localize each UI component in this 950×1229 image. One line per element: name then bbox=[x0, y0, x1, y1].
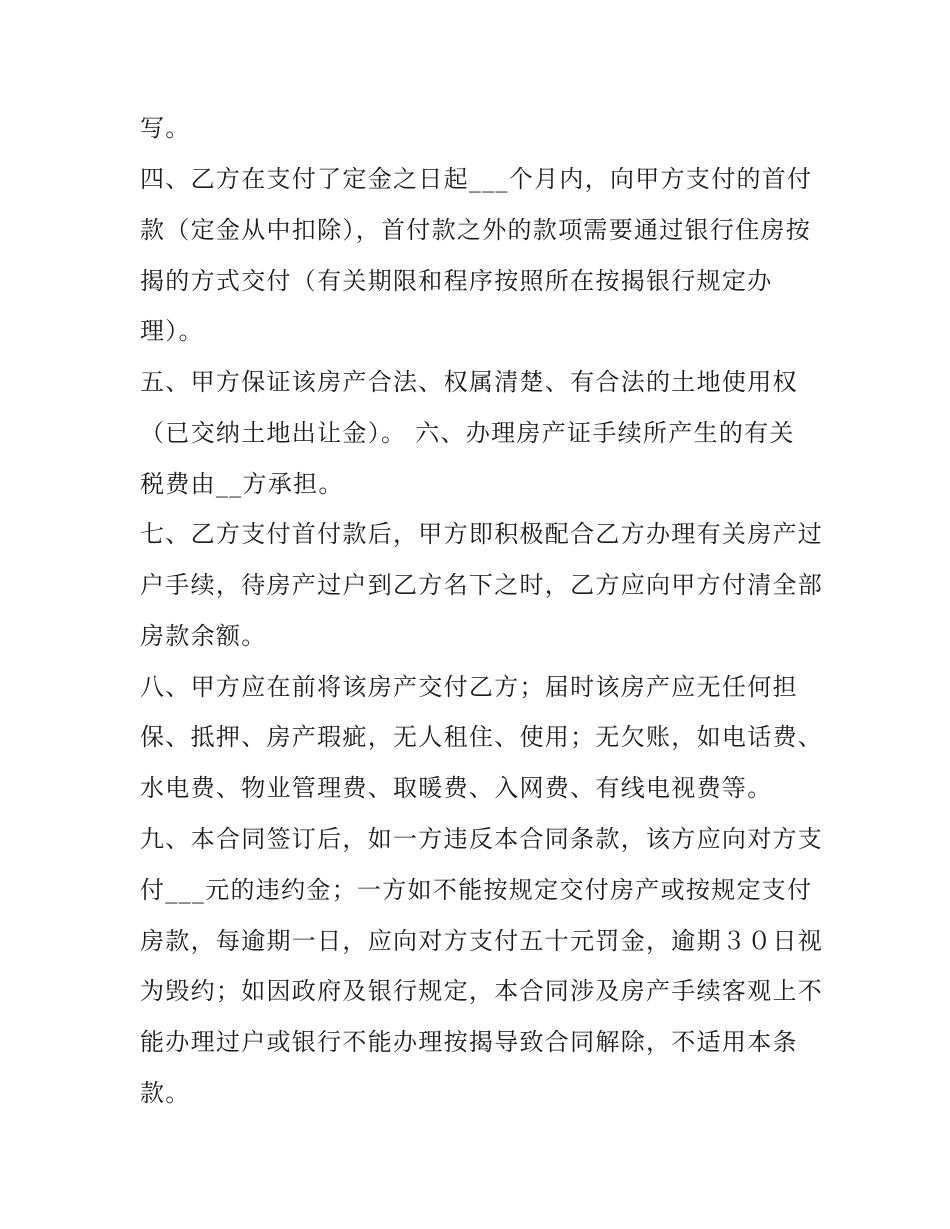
text-line: （已交纳土地出让金）。 六、办理房产证手续所产生的有关 bbox=[140, 419, 795, 447]
text-line: 税费由__方承担。 bbox=[140, 470, 344, 498]
text-line: 能办理过户或银行不能办理按揭导致合同解除，不适用本条 bbox=[140, 1028, 798, 1056]
text-line: 水电费、物业管理费、取暖费、入网费、有线电视费等。 bbox=[140, 774, 773, 802]
text-line: 付___元的违约金；一方如不能按规定交付房产或按规定支付 bbox=[140, 876, 813, 904]
text-line: 房款余额。 bbox=[140, 622, 267, 650]
text-line: 七、乙方支付首付款后，甲方即积极配合乙方办理有关房产过 bbox=[140, 520, 824, 548]
text-line: 揭的方式交付（有关期限和程序按照所在按揭银行规定办 bbox=[140, 267, 773, 295]
text-line: 九、本合同签订后，如一方违反本合同条款，该方应向对方支 bbox=[140, 825, 824, 853]
text-line: 为毁约；如因政府及银行规定，本合同涉及房产手续客观上不 bbox=[140, 977, 824, 1005]
text-line: 四、乙方在支付了定金之日起___个月内，向甲方支付的首付 bbox=[140, 165, 813, 193]
text-line: 理）。 bbox=[140, 317, 204, 345]
text-line: 款（定金从中扣除），首付款之外的款项需要通过银行住房按 bbox=[140, 216, 812, 244]
text-line: 写。 bbox=[140, 114, 191, 142]
text-line: 保、抵押、房产瑕疵，无人租住、使用；无欠账，如电话费、 bbox=[140, 723, 824, 751]
text-line: 房款，每逾期一日，应向对方支付五十元罚金，逾期３０日视 bbox=[140, 927, 824, 955]
text-line: 八、甲方应在前将该房产交付乙方；届时该房产应无任何担 bbox=[140, 673, 798, 701]
text-line: 款。 bbox=[140, 1079, 191, 1107]
text-line: 五、甲方保证该房产合法、权属清楚、有合法的土地使用权 bbox=[140, 368, 798, 396]
text-line: 户手续，待房产过户到乙方名下之时，乙方应向甲方付清全部 bbox=[140, 571, 824, 599]
